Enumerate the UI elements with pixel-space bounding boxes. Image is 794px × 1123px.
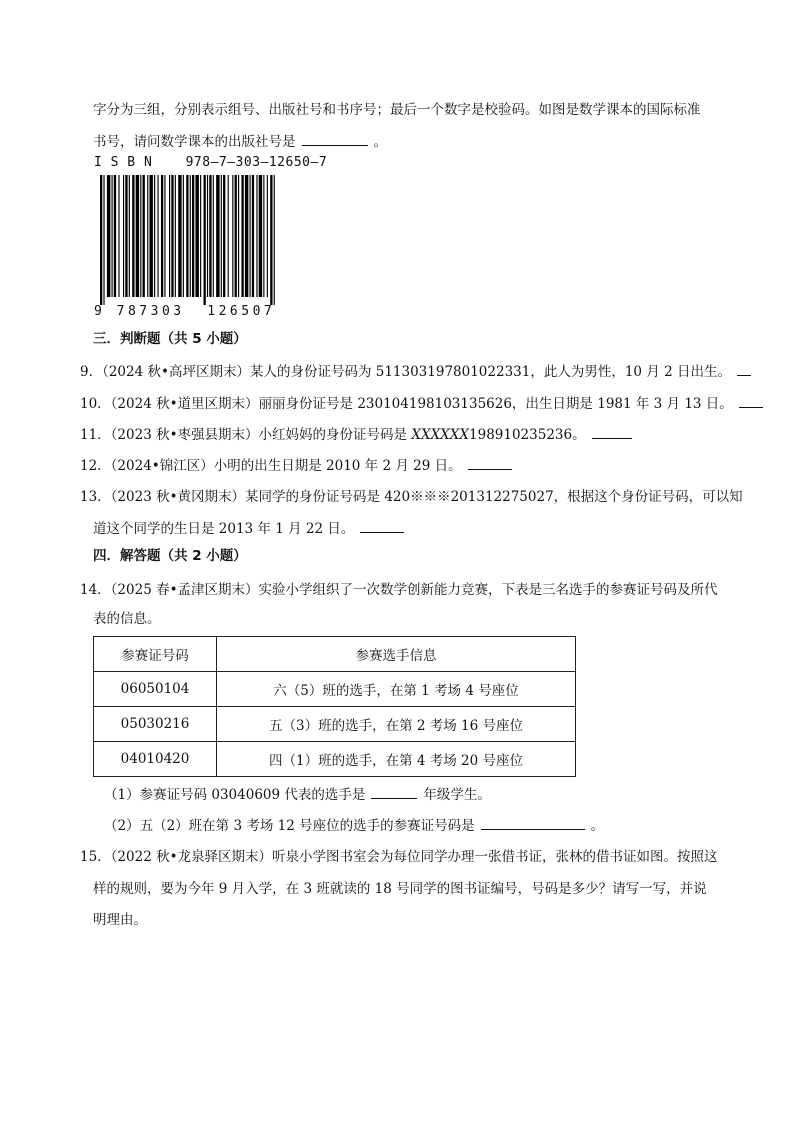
table-cell: 四（1）班的选手，在第 4 考场 20 号座位: [217, 742, 576, 777]
barcode-bar: [132, 175, 134, 297]
question-13-line-1: 13．（2023 秋•黄冈期末）某同学的身份证号码是 420※※※201312275027，根据这个身份证号码，可以知: [80, 489, 743, 505]
barcode-bar: [207, 175, 208, 297]
barcode-bar: [250, 175, 251, 297]
question-12: [80, 455, 518, 476]
section-3-title: 三．判断题（共 5 小题）: [93, 331, 247, 347]
barcode-bar: [241, 175, 243, 297]
question-14-sub-1-prefix: （1）参赛证号码 03040609 代表的选手是: [104, 787, 366, 803]
question-10: [80, 393, 769, 414]
answer-blank[interactable]: [592, 424, 632, 439]
barcode-bar: [158, 175, 159, 297]
barcode-bar: [232, 175, 233, 297]
barcode-bar: [238, 175, 239, 297]
barcode-bar: [195, 175, 198, 297]
barcode-bar: [270, 175, 272, 305]
question-15-line-2: 样的规则，要为今年 9 月入学，在 3 班就读的 18 号同学的图书证编号，号码是多少？请写一写，并说: [93, 881, 707, 897]
table-cell: 五（3）班的选手，在第 2 考场 16 号座位: [217, 707, 576, 742]
question-12-text: 12．（2024•锦江区）小明的出生日期是 2010 年 2 月 29 日。: [80, 458, 462, 474]
table-row: [94, 707, 576, 742]
intro-line-2: [93, 131, 387, 152]
question-14-line-1: 14．（2025 春•孟津区期末）实验小学组织了一次数学创新能力竞赛，下表是三名选手的参赛证号码及所代: [80, 582, 718, 598]
question-15-line-1: 15．（2022 秋•龙泉驿区期末）听泉小学图书室会为每位同学办理一张借书证，张林的借书证如图。按照这: [80, 849, 718, 865]
barcode-bar: [267, 175, 268, 297]
barcode-bar: [256, 175, 257, 297]
barcode-bar: [245, 175, 248, 297]
barcode-bar: [200, 175, 201, 297]
barcode-bar: [204, 175, 206, 305]
barcode-bar: [171, 175, 173, 297]
question-14-sub-1-suffix: 年级学生。: [423, 787, 491, 803]
table-cell: 六（5）班的选手，在第 1 考场 4 号座位: [217, 672, 576, 707]
question-14-sub-2-prefix: （2）五（2）班在第 3 考场 12 号座位的选手的参赛证号码是: [104, 818, 475, 834]
barcode-bar: [178, 175, 181, 297]
section-4-title: 四．解答题（共 2 小题）: [93, 548, 247, 564]
barcode-bar: [235, 175, 237, 297]
barcode-bar: [228, 175, 229, 297]
intro-line-2-end: 。: [373, 134, 387, 150]
barcode-bar: [175, 175, 176, 297]
barcode-bar: [259, 175, 262, 297]
answer-blank[interactable]: [737, 361, 751, 376]
table-row: [94, 672, 576, 707]
table-cell: 05030216: [94, 707, 217, 742]
barcode-bar: [129, 175, 130, 297]
question-14-line-2: 表的信息。: [93, 611, 161, 627]
barcode-bar: [147, 175, 148, 297]
question-14-sub-2-suffix: 。: [590, 818, 605, 834]
table-row: [94, 742, 576, 777]
barcode-bar: [114, 175, 116, 297]
answer-blank[interactable]: [371, 784, 417, 799]
barcode-bar: [223, 175, 225, 297]
barcode-bar: [169, 175, 170, 297]
question-14-sub-1: [104, 784, 491, 805]
barcode-bar: [136, 175, 139, 297]
barcode-bar: [192, 175, 194, 297]
question-11-prefix: 11．（2023 秋•枣强县期末）小红妈妈的身份证号码是: [80, 427, 412, 443]
isbn-label: I S B N 978—7—303—12650—7: [94, 155, 328, 170]
barcode-bar: [274, 175, 275, 305]
answer-blank[interactable]: [481, 815, 585, 830]
barcode-bar: [161, 175, 163, 297]
barcode-bar: [103, 175, 104, 305]
table-header-row: [94, 637, 576, 672]
info-table: [93, 636, 576, 777]
table-header-cell: 参赛选手信息: [217, 637, 576, 672]
barcode-bar: [107, 175, 110, 297]
question-15-line-3: 明理由。: [93, 912, 147, 928]
question-13-text: 道这个同学的生日是 2013 年 1 月 22 日。: [93, 521, 355, 537]
question-13-line-2: [93, 518, 410, 539]
barcode-bar: [154, 175, 155, 297]
answer-blank[interactable]: [739, 393, 763, 408]
barcode-bar: [125, 175, 127, 297]
question-10-text: 10．（2024 秋•道里区期末）丽丽身份证号是 230104198103135626，出生日期是 1981 年 3 月 13 日。: [80, 396, 733, 412]
answer-blank[interactable]: [360, 518, 404, 533]
barcode-bar: [112, 175, 113, 297]
barcode-bar: [209, 175, 211, 297]
barcode-bar: [190, 175, 191, 297]
barcode-bar: [186, 175, 188, 297]
barcode-bar: [149, 175, 152, 297]
barcode-bar: [164, 175, 165, 297]
question-14-sub-2: [104, 815, 604, 836]
barcode-bar: [252, 175, 254, 297]
barcode-digits: 9 787303 126507: [94, 304, 276, 319]
intro-line-1: 字分为三组，分别表示组号、出版社号和书序号；最后一个数字是校验码。如图是数学课本的国际标准: [93, 102, 701, 118]
barcode-image: [100, 175, 280, 305]
table-header-cell: 参赛证号码: [94, 637, 217, 672]
answer-blank[interactable]: [302, 131, 368, 146]
barcode-bar: [263, 175, 264, 297]
question-11: [80, 424, 638, 445]
barcode-bar: [143, 175, 145, 297]
question-9-text: 9．（2024 秋•高坪区期末）某人的身份证号码为 511303197801022331，此人为男性，10 月 2 日出生。: [80, 364, 731, 380]
barcode-bar: [100, 175, 102, 305]
barcode-bar: [216, 175, 219, 297]
answer-blank[interactable]: [468, 455, 512, 470]
question-11-suffix: 198910235236。: [469, 427, 586, 443]
question-11-masked: XXXXXX: [411, 427, 470, 443]
barcode-bar: [183, 175, 184, 297]
table-cell: 06050104: [94, 672, 217, 707]
table-cell: 04010420: [94, 742, 217, 777]
barcode-bar: [118, 175, 119, 297]
barcode-bar: [213, 175, 214, 297]
barcode-bar: [123, 175, 124, 297]
barcode-bar: [140, 175, 141, 297]
intro-line-2-text: 书号，请问数学课本的出版社号是: [93, 134, 296, 150]
barcode-bar: [221, 175, 222, 297]
question-9: [80, 361, 757, 382]
